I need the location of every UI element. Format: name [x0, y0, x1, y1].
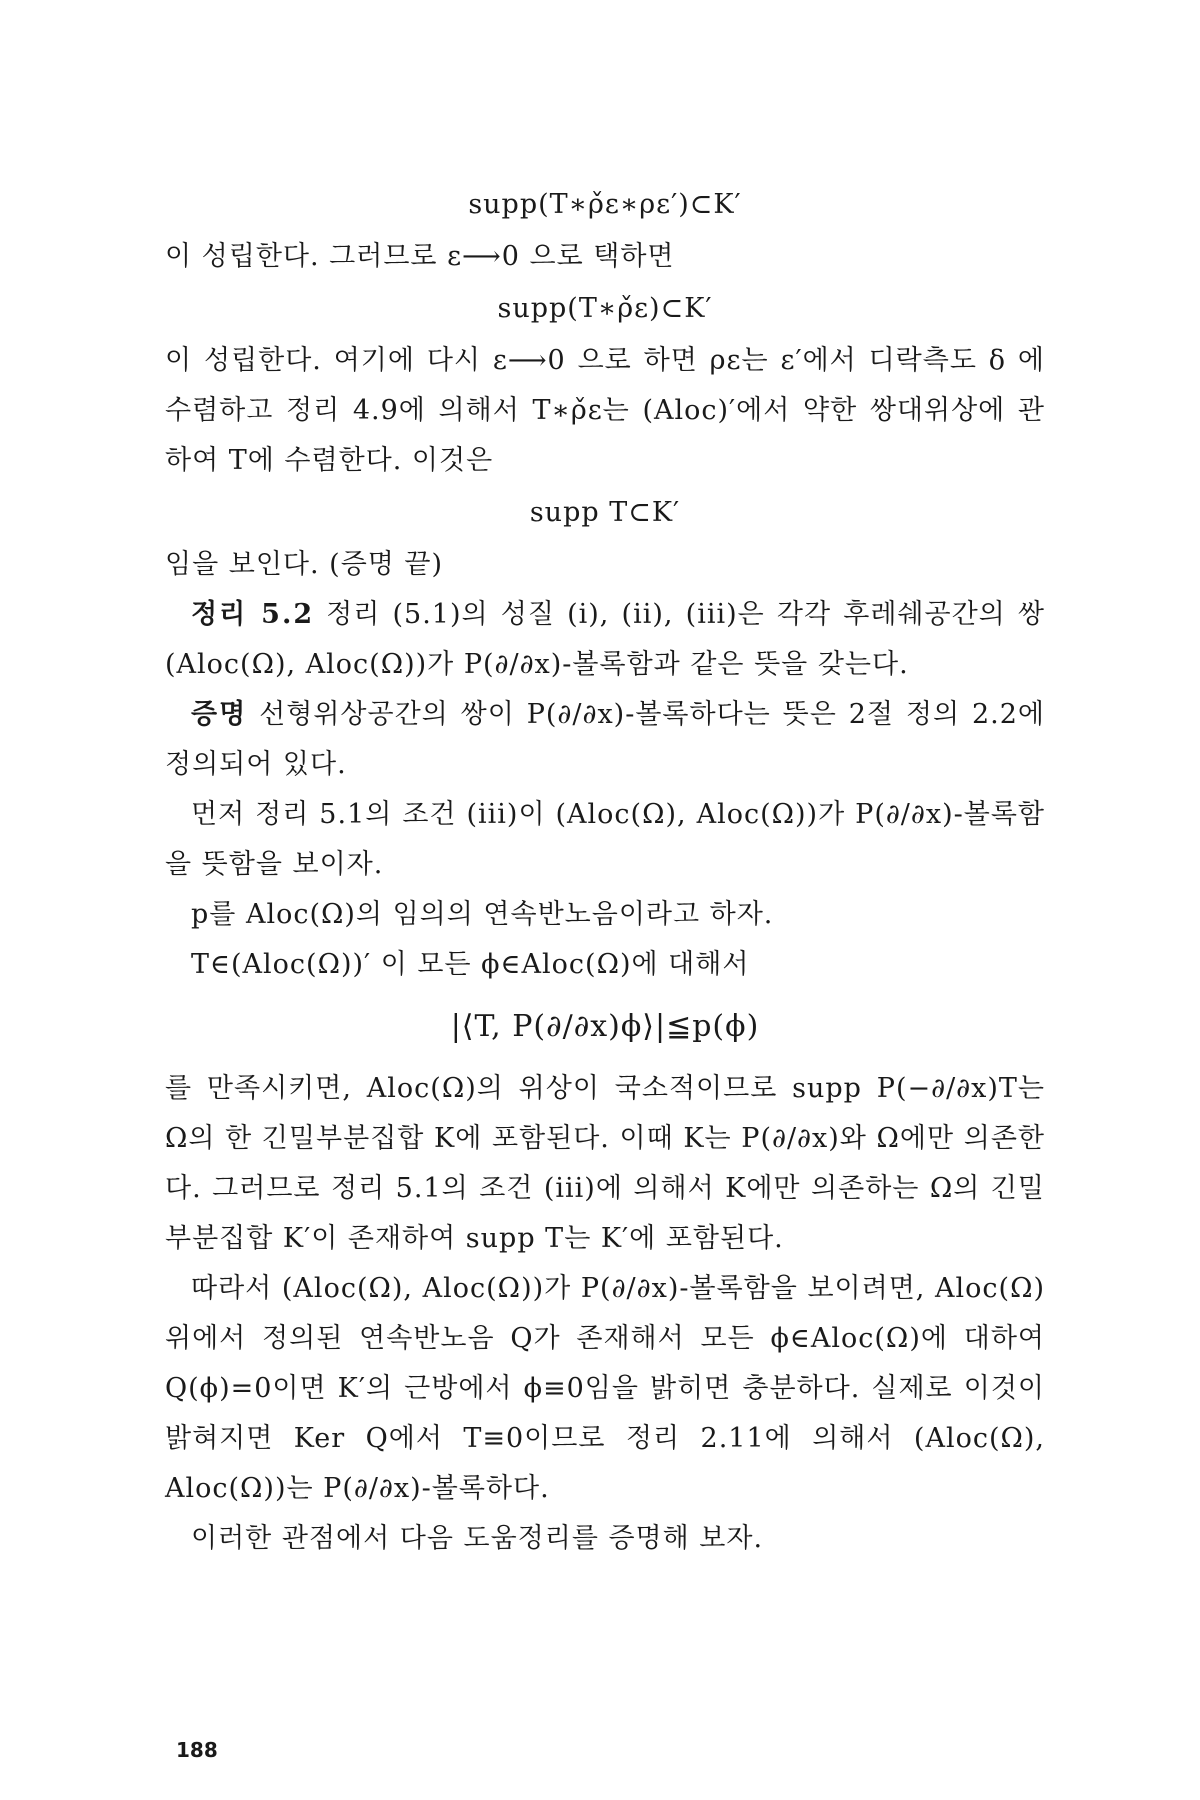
- theorem: [165, 590, 1045, 690]
- proof-label: 증명: [191, 699, 248, 730]
- page-body: [165, 178, 1045, 1564]
- proof: [165, 690, 1045, 790]
- display-formula: supp(T∗ρ̌ε∗ρε′)⊂K′: [468, 189, 742, 220]
- paragraph: 를 만족시키면, Aloc(Ω)의 위상이 국소적이므로 supp P(−∂/∂x)T는 Ω의 한 긴밀부분집합 K에 포함된다. 이때 K는 P(∂/∂x)와 Ω에만 의존한다. 그러므로 정리 5.1의 조건 (iii)에 의해서 K에만 의존하는 Ω의 긴밀부분집합 K′이 존재하여 supp T는 K′에 포함된다.: [165, 1073, 1045, 1254]
- paragraph: 이러한 관점에서 다음 도움정리를 증명해 보자.: [191, 1523, 764, 1554]
- paragraph: 이 성립한다. 여기에 다시 ε⟶0 으로 하면 ρε는 ε′에서 디락측도 δ 에 수렴하고 정리 4.9에 의해서 T∗ρ̌ε는 (Aloc)′에서 약한 쌍대위상에 관하여 T에 수렴한다. 이것은: [165, 345, 1045, 476]
- paragraph: p를 Aloc(Ω)의 임의의 연속반노음이라고 하자.: [191, 899, 774, 930]
- paragraph: 따라서 (Aloc(Ω), Aloc(Ω))가 P(∂/∂x)-볼록함을 보이려면, Aloc(Ω) 위에서 정의된 연속반노음 Q가 존재해서 모든 ϕ∈Aloc(Ω)에 대하여 Q(ϕ)=0이면 K′의 근방에서 ϕ≡0임을 밝히면 충분하다. 실제로 이것이 밝혀지면 Ker Q에서 T≡0이므로 정리 2.11에 의해서 (Aloc(Ω), Aloc(Ω))는 P(∂/∂x)-볼록하다.: [165, 1273, 1045, 1504]
- display-formula: supp T⊂K′: [529, 497, 681, 528]
- paragraph: 이 성립한다. 그러므로 ε⟶0 으로 택하면: [165, 241, 675, 272]
- display-formula: |⟨T, P(∂/∂x)ϕ⟩|≦p(ϕ): [450, 1009, 760, 1044]
- display-formula: supp(T∗ρ̌ε)⊂K′: [497, 293, 713, 324]
- paragraph: T∈(Aloc(Ω))′ 이 모든 ϕ∈Aloc(Ω)에 대해서: [191, 949, 750, 980]
- paragraph: 임을 보인다. (증명 끝): [165, 549, 444, 580]
- theorem-label: 정리 5.2: [191, 599, 315, 630]
- theorem-text: 정리 (5.1)의 성질 (i), (ii), (iii)은 각각 후레쉐공간의 쌍 (Aloc(Ω), Aloc(Ω))가 P(∂/∂x)-볼록함과 같은 뜻을 갖는다.: [165, 599, 1045, 680]
- page-number: 188: [176, 1738, 218, 1762]
- proof-text: 선형위상공간의 쌍이 P(∂/∂x)-볼록하다는 뜻은 2절 정의 2.2에 정의되어 있다.: [165, 699, 1045, 780]
- paragraph: 먼저 정리 5.1의 조건 (iii)이 (Aloc(Ω), Aloc(Ω))가 P(∂/∂x)-볼록함을 뜻함을 보이자.: [165, 799, 1045, 880]
